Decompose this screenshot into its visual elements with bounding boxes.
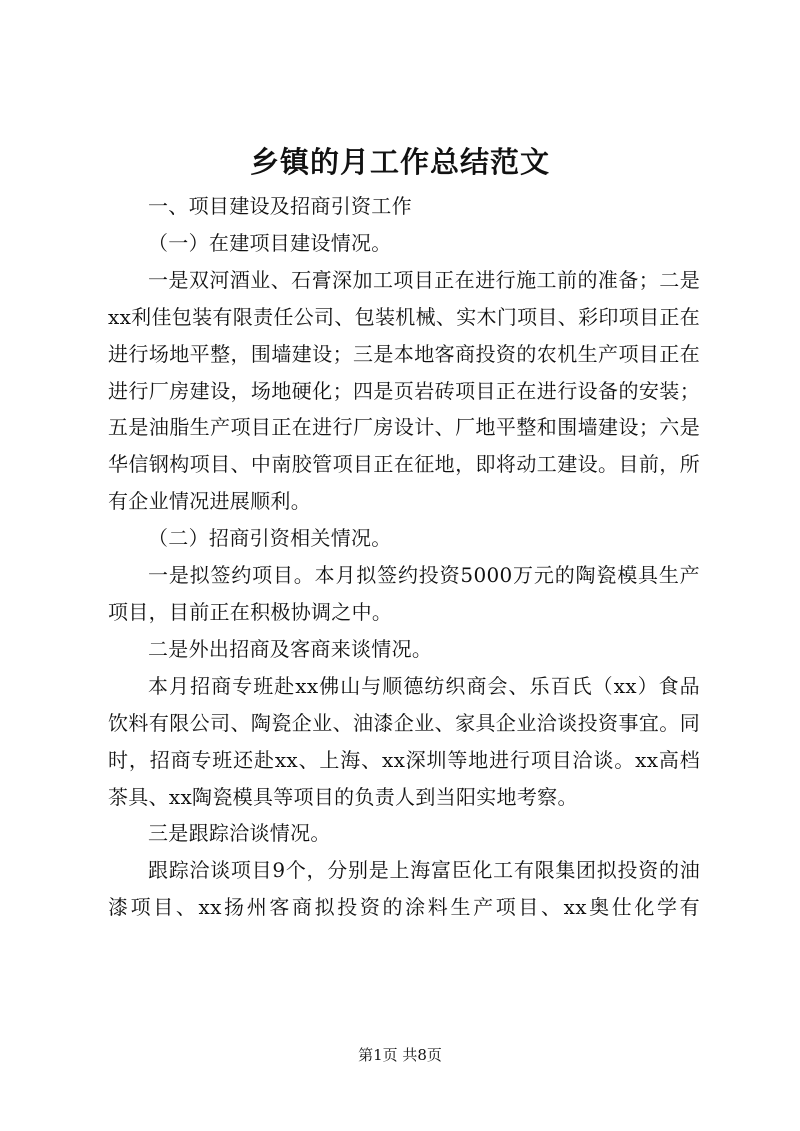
body-paragraph: 本月招商专班赴xx佛山与顺德纺织商会、乐百氏（xx）食品饮料有限公司、陶瓷企业、油漆企业、家具企业洽谈投资事宜。同时，招商专班还赴xx、上海、xx深圳等地进行项目洽谈。xx高档茶具、xx陶瓷模具等项目的负责人到当阳实地考察。 xyxy=(108,673,700,809)
document-title: 乡镇的月工作总结范文 xyxy=(249,145,550,179)
subsection-heading: （一）在建项目建设情况。 xyxy=(148,230,392,255)
body-paragraph: 一是双河酒业、石膏深加工项目正在进行施工前的准备；二是xx利佳包装有限责任公司、包装机械、实木门项目、彩印项目正在进行场地平整，围墙建设；三是本地客商投资的农机生产项目正在进行厂房建设，场地硬化；四是页岩砖项目正在进行设备的安装；五是油脂生产项目正在进行厂房设计、厂地平整和围墙建设；六是华信钢构项目、中南胶管项目正在征地，即将动工建设。目前，所有企业情况进展顺利。 xyxy=(108,267,700,514)
section-heading: 一、项目建设及招商引资工作 xyxy=(148,194,412,218)
body-paragraph: 二是外出招商及客商来谈情况。 xyxy=(148,636,433,661)
body-paragraph: 一是拟签约项目。本月拟签约投资5000万元的陶瓷模具生产项目，目前正在积极协调之中。 xyxy=(108,563,700,624)
document-body xyxy=(108,188,700,926)
body-paragraph: 跟踪洽谈项目9个，分别是上海富臣化工有限集团拟投资的油漆项目、xx扬州客商拟投资的涂料生产项目、xx奥仕化学有 xyxy=(108,858,700,920)
page-footer: 第1页 共8页 xyxy=(358,1046,442,1064)
body-paragraph: 三是跟踪洽谈情况。 xyxy=(148,821,331,846)
subsection-heading: （二）招商引资相关情况。 xyxy=(148,526,392,551)
